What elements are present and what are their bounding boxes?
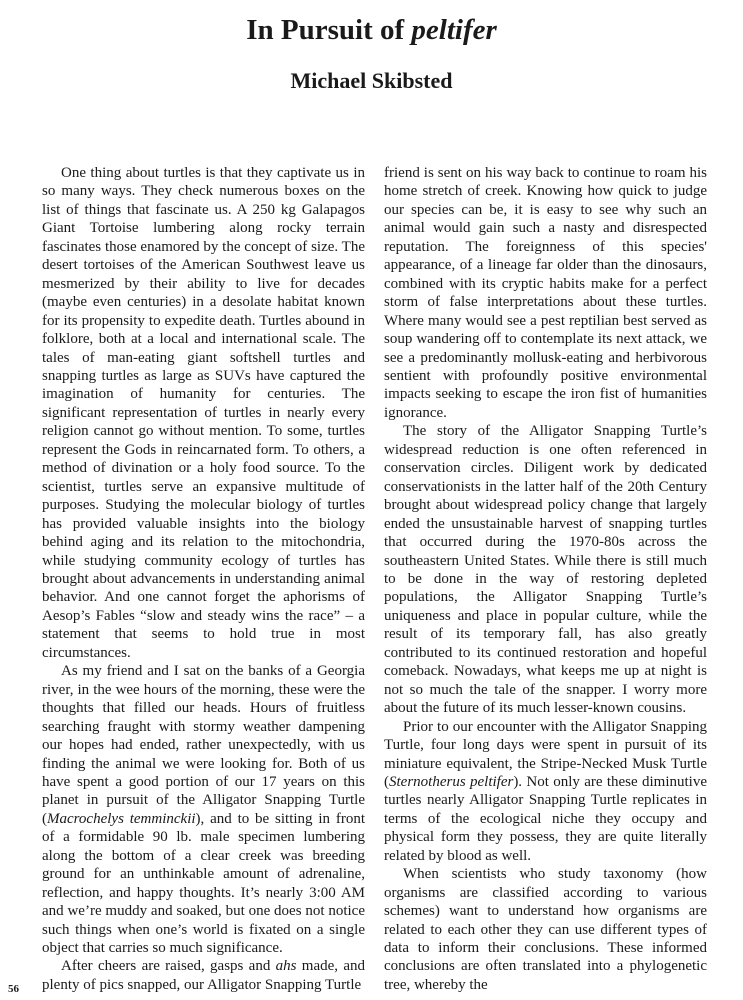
- article-title-species: peltifer: [411, 14, 497, 46]
- article-title: [0, 12, 743, 48]
- paragraph-text: Prior to our encounter with the Alligator Snapping Turtle, four long days were spent in pursuit of its miniature equivalent, the Stripe-Necked Musk Turtle (: [384, 718, 707, 790]
- body-column-right: [384, 164, 707, 994]
- emphasis-text: ahs: [275, 958, 297, 975]
- page-number: 56: [8, 983, 19, 995]
- paragraph-musk-turtle: [384, 718, 707, 866]
- author-name: Michael Skibsted: [290, 68, 453, 93]
- paragraph-text: ), and to be sitting in front of a formidable 90 lb. male specimen lumbering along the bottom of a clear creek was breeding ground for an unthinkable amount of adrenaline, reflection, and happy thoughts. It’s nearly 3:00 AM and we’re muddy and soaked, but one does not notice such things when one’s world is fixated on a single object that carries so much significance.: [42, 810, 365, 957]
- paragraph-text: made, and plenty of pics snapped, our Alligator Snapping Turtle: [42, 958, 365, 993]
- article-title-text: In Pursuit of: [246, 14, 412, 46]
- paragraph-release-start: [42, 957, 365, 994]
- paragraph-taxonomy: When scientists who study taxonomy (how organisms are classified according to various schemes) want to understand how organisms are related to each other they can use different types of data to inform their conclusions. These informed conclusions are often translated into a phylogenetic tree, whereby the: [384, 866, 707, 993]
- species-name: Macrochelys temminckii: [47, 810, 196, 827]
- paragraph-riverbank: [42, 662, 365, 957]
- paragraph-text: After cheers are raised, gasps and: [61, 958, 276, 975]
- paragraph-conservation: The story of the Alligator Snapping Turtle’s widespread reduction is one often referenced in conservation circles. Diligent work by dedicated conservationists in the latter half of the 20th Century brought about widespread policy change that largely ended the unsustainable harvest of snapping turtles that occurred during the 1970-80s across the southeastern United States. While there is still much to be done in the way of restoring depleted populations, the Alligator Snapping Turtle’s uniqueness and place in popular culture, while the result of its temporary fall, has also greatly contributed to its continued restoration and hopeful comeback. Nowadays, what keeps me up at night is not so much the tale of the snapper. I worry more about the future of its much lesser-known cousins.: [384, 423, 707, 717]
- body-column-left: [42, 164, 365, 994]
- paragraph-release-continued: friend is sent on his way back to continue to roam his home stretch of creek. Knowing how quick to judge our species can be, it is easy to see why such an animal would gain such a nasty and disrespected reputation. The foreignness of this species' appearance, of a lineage far older than the dinosaurs, combined with its cryptic habits make for a perfect storm of false interpretations about these turtles. Where many would see a pest reptilian best served as soup wandering off to contemplate its next attack, we see a predominantly mollusk-eating and herbivorous sentient with profoundly positive environmental impacts seeking to escape the iron fist of humanities ignorance.: [384, 165, 707, 421]
- paragraph-text: As my friend and I sat on the banks of a Georgia river, in the wee hours of the morning, these were the thoughts that filled our heads. Hours of fruitless searching fraught with stormy weather dampening our hopes had ended, rather unexpectedly, with us finding the animal we were looking for. Both of us have spent a good portion of our 17 years on this planet in pursuit of the Alligator Snapping Turtle (: [42, 663, 365, 827]
- paragraph-intro: One thing about turtles is that they captivate us in so many ways. They check numerous boxes on the list of things that fascinate us. A 250 kg Galapagos Giant Tortoise lumbering along rocky terrain fascinates those enamored by the concept of size. The desert tortoises of the American Southwest leave us mesmerized by their ability to live for decades (maybe even centuries) in a desolate habitat known for its propensity to expedite death. Turtles abound in folklore, both at a local and international scale. The tales of man-eating giant softshell turtles and snapping turtles as large as SUVs have captured the imagination of humanity for centuries. The significant representation of turtles in nearly every religion cannot go without mention. To some, turtles represent the Gods in reincarnated form. To others, a method of divination or a holy food source. To the scientist, turtles serve an expansive multitude of purposes. Studying the molecular biology of turtles has provided valuable insights into the biology behind aging and its relation to the mitochondria, while studying community ecology of turtles has brought about advancements in understanding animal behavior. And one cannot forget the aphorisms of Aesop’s Fables “slow and steady wins the race” – a statement that seems to hold true in most circumstances.: [42, 165, 365, 661]
- species-name: Sternotherus peltifer: [389, 773, 514, 790]
- paragraph-text: ). Not only are these diminutive turtles nearly Alligator Snapping Turtle replicates in terms of the ecological niche they occupy and physical form they possess, they are quite literally related by blood as well.: [384, 773, 707, 864]
